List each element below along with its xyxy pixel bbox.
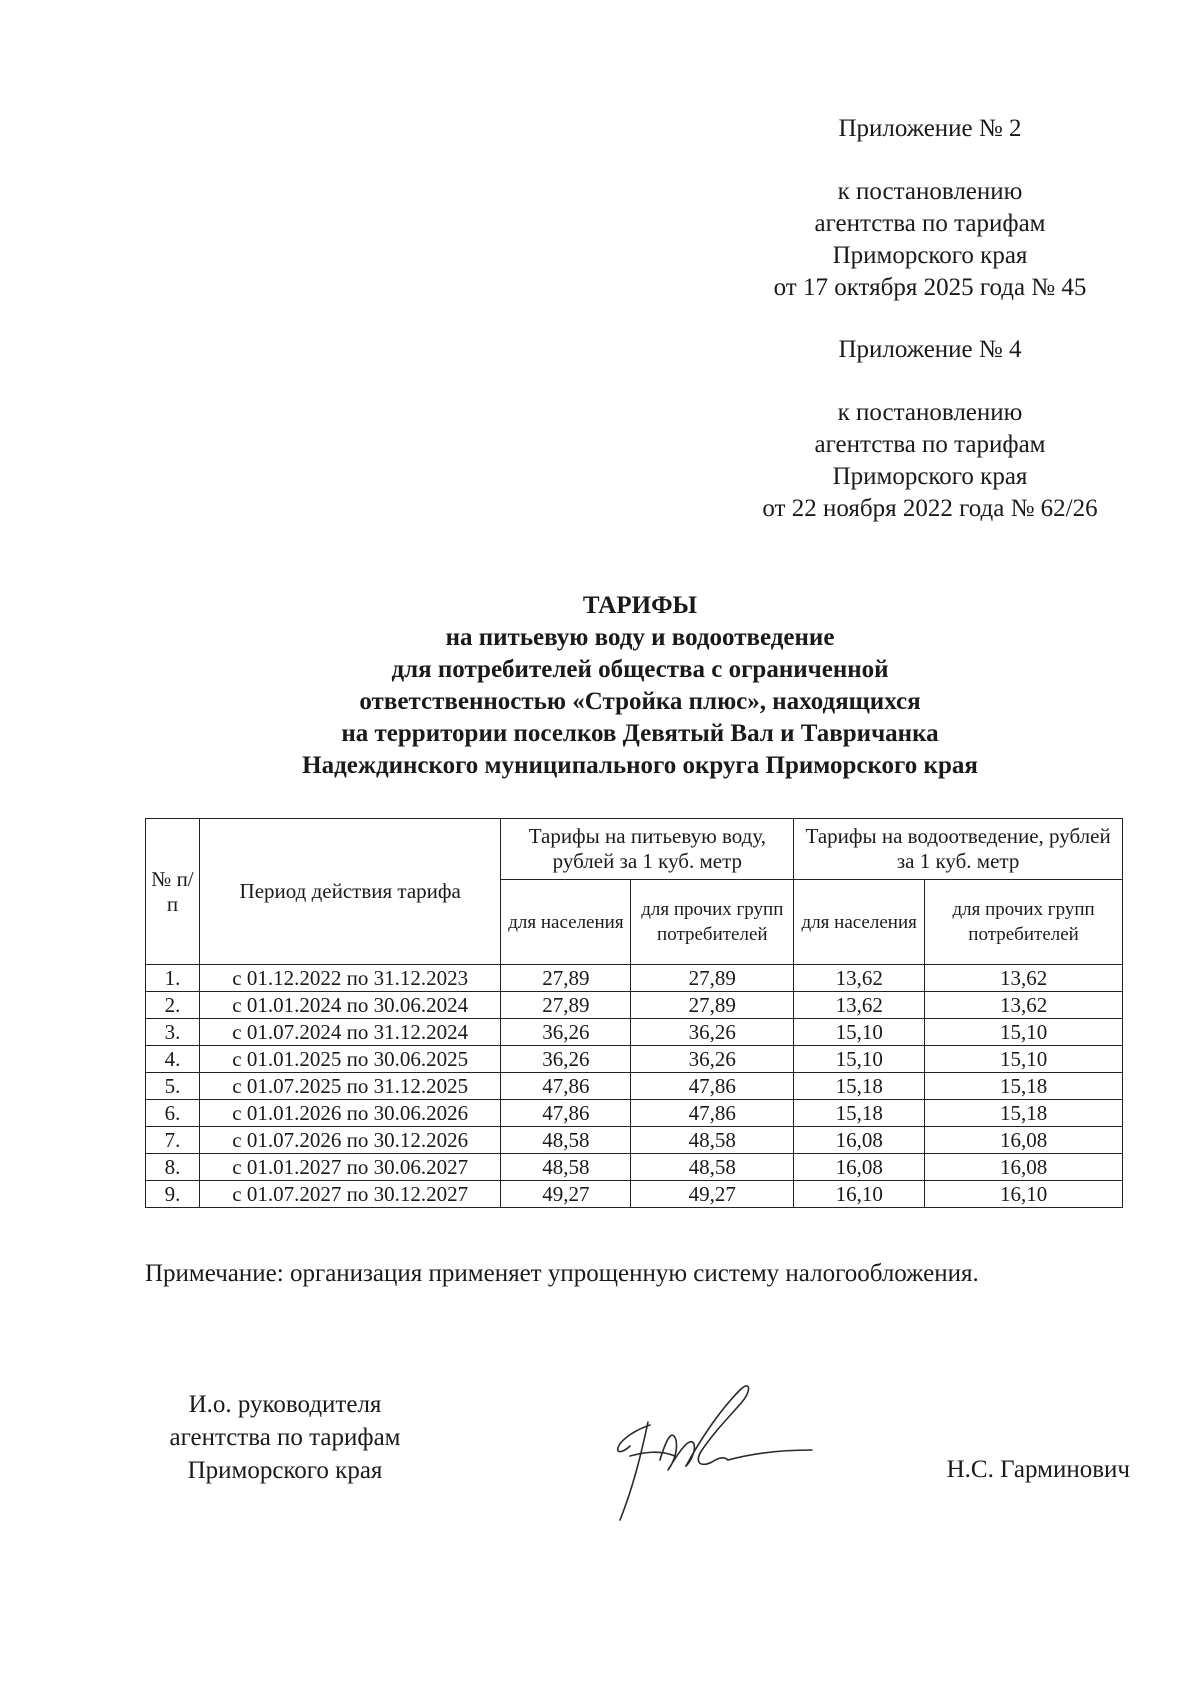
cell-sewage-population: 15,10 (794, 1046, 925, 1073)
cell-num: 1. (146, 965, 200, 992)
table-row (146, 1181, 1123, 1208)
cell-sewage-population: 13,62 (794, 992, 925, 1019)
header-num: № п/п (146, 819, 200, 965)
annex-current (700, 113, 1160, 304)
cell-sewage-population: 16,08 (794, 1154, 925, 1181)
document-heading (150, 590, 1130, 782)
cell-water-population: 47,86 (501, 1100, 631, 1127)
header-sewage: Тарифы на водоотведение, рублей за 1 куб. метр (794, 819, 1123, 880)
cell-water-other: 49,27 (631, 1181, 794, 1208)
cell-sewage-population: 13,62 (794, 965, 925, 992)
heading-line2: для потребителей общества с ограниченной (391, 656, 889, 683)
header-water: Тарифы на питьевую воду, рублей за 1 куб. метр (501, 819, 794, 880)
table-row (146, 1019, 1123, 1046)
handwritten-signature (590, 1370, 820, 1530)
cell-period: с 01.01.2025 по 30.06.2025 (199, 1046, 501, 1073)
table-row (146, 992, 1123, 1019)
cell-water-other: 47,86 (631, 1073, 794, 1100)
annex-original (700, 334, 1160, 525)
cell-sewage-other: 16,10 (925, 1181, 1123, 1208)
table-row (146, 1073, 1123, 1100)
signer-line3: Приморского края (187, 1457, 383, 1484)
table-row (146, 965, 1123, 992)
cell-water-population: 48,58 (501, 1154, 631, 1181)
heading-line4: на территории поселков Девятый Вал и Тавричанка (341, 720, 939, 747)
signer-name: Н.С. Гарминович (946, 1456, 1130, 1483)
cell-sewage-other: 16,08 (925, 1127, 1123, 1154)
table-row (146, 1046, 1123, 1073)
cell-period: с 01.07.2024 по 31.12.2024 (199, 1019, 501, 1046)
cell-sewage-population: 16,08 (794, 1127, 925, 1154)
cell-water-other: 48,58 (631, 1127, 794, 1154)
cell-num: 4. (146, 1046, 200, 1073)
cell-water-population: 47,86 (501, 1073, 631, 1100)
cell-period: с 01.01.2024 по 30.06.2024 (199, 992, 501, 1019)
annex-current-line2: агентства по тарифам (814, 210, 1046, 237)
annex-original-line3: Приморского края (832, 463, 1028, 490)
cell-period: с 01.07.2026 по 30.12.2026 (199, 1127, 501, 1154)
cell-sewage-population: 15,18 (794, 1100, 925, 1127)
signer-line2: агентства по тарифам (169, 1424, 401, 1451)
cell-period: с 01.01.2026 по 30.06.2026 (199, 1100, 501, 1127)
annex-current-line4: от 17 октября 2025 года № 45 (773, 274, 1087, 301)
cell-num: 9. (146, 1181, 200, 1208)
heading-title: ТАРИФЫ (582, 592, 698, 619)
cell-water-other: 36,26 (631, 1046, 794, 1073)
cell-water-other: 47,86 (631, 1100, 794, 1127)
heading-line1: на питьевую воду и водоотведение (445, 624, 835, 651)
cell-period: с 01.12.2022 по 31.12.2023 (199, 965, 501, 992)
cell-num: 3. (146, 1019, 200, 1046)
cell-num: 2. (146, 992, 200, 1019)
cell-num: 7. (146, 1127, 200, 1154)
annex-current-line1: к постановлению (837, 178, 1023, 205)
annex-original-line2: агентства по тарифам (814, 431, 1046, 458)
cell-period: с 01.01.2027 по 30.06.2027 (199, 1154, 501, 1181)
table-row (146, 1100, 1123, 1127)
cell-water-population: 36,26 (501, 1046, 631, 1073)
cell-sewage-other: 16,08 (925, 1154, 1123, 1181)
cell-sewage-other: 13,62 (925, 992, 1123, 1019)
annex-original-line4: от 22 ноября 2022 года № 62/26 (762, 495, 1098, 522)
cell-sewage-other: 13,62 (925, 965, 1123, 992)
annex-current-line3: Приморского края (832, 242, 1028, 269)
header-sewage-population: для населения (794, 880, 925, 965)
cell-sewage-other: 15,10 (925, 1046, 1123, 1073)
annex-current-title: Приложение № 2 (838, 115, 1022, 142)
header-water-population: для населения (501, 880, 631, 965)
header-period: Период действия тарифа (199, 819, 501, 965)
cell-water-other: 36,26 (631, 1019, 794, 1046)
annex-original-title: Приложение № 4 (838, 336, 1022, 363)
signer-line1: И.о. руководителя (188, 1391, 382, 1418)
signer-position (140, 1388, 430, 1487)
cell-num: 6. (146, 1100, 200, 1127)
cell-period: с 01.07.2025 по 31.12.2025 (199, 1073, 501, 1100)
cell-water-population: 48,58 (501, 1127, 631, 1154)
cell-water-other: 27,89 (631, 992, 794, 1019)
header-sewage-other: для прочих групп потребителей (925, 880, 1123, 965)
heading-line3: ответственностью «Стройка плюс», находящихся (359, 688, 921, 715)
heading-line5: Надеждинского муниципального округа Приморского края (302, 752, 978, 779)
tariffs-table (145, 818, 1123, 1208)
cell-water-other: 27,89 (631, 965, 794, 992)
cell-sewage-other: 15,10 (925, 1019, 1123, 1046)
cell-sewage-population: 15,18 (794, 1073, 925, 1100)
tax-note: Примечание: организация применяет упрощенную систему налогообложения. (145, 1260, 979, 1287)
cell-water-population: 36,26 (501, 1019, 631, 1046)
cell-sewage-other: 15,18 (925, 1100, 1123, 1127)
cell-period: с 01.07.2027 по 30.12.2027 (199, 1181, 501, 1208)
cell-num: 5. (146, 1073, 200, 1100)
table-row (146, 1127, 1123, 1154)
header-water-other: для прочих групп потребителей (631, 880, 794, 965)
cell-water-population: 49,27 (501, 1181, 631, 1208)
cell-sewage-population: 15,10 (794, 1019, 925, 1046)
cell-water-other: 48,58 (631, 1154, 794, 1181)
table-row (146, 1154, 1123, 1181)
annex-original-line1: к постановлению (837, 399, 1023, 426)
cell-water-population: 27,89 (501, 965, 631, 992)
cell-sewage-other: 15,18 (925, 1073, 1123, 1100)
cell-water-population: 27,89 (501, 992, 631, 1019)
cell-sewage-population: 16,10 (794, 1181, 925, 1208)
cell-num: 8. (146, 1154, 200, 1181)
